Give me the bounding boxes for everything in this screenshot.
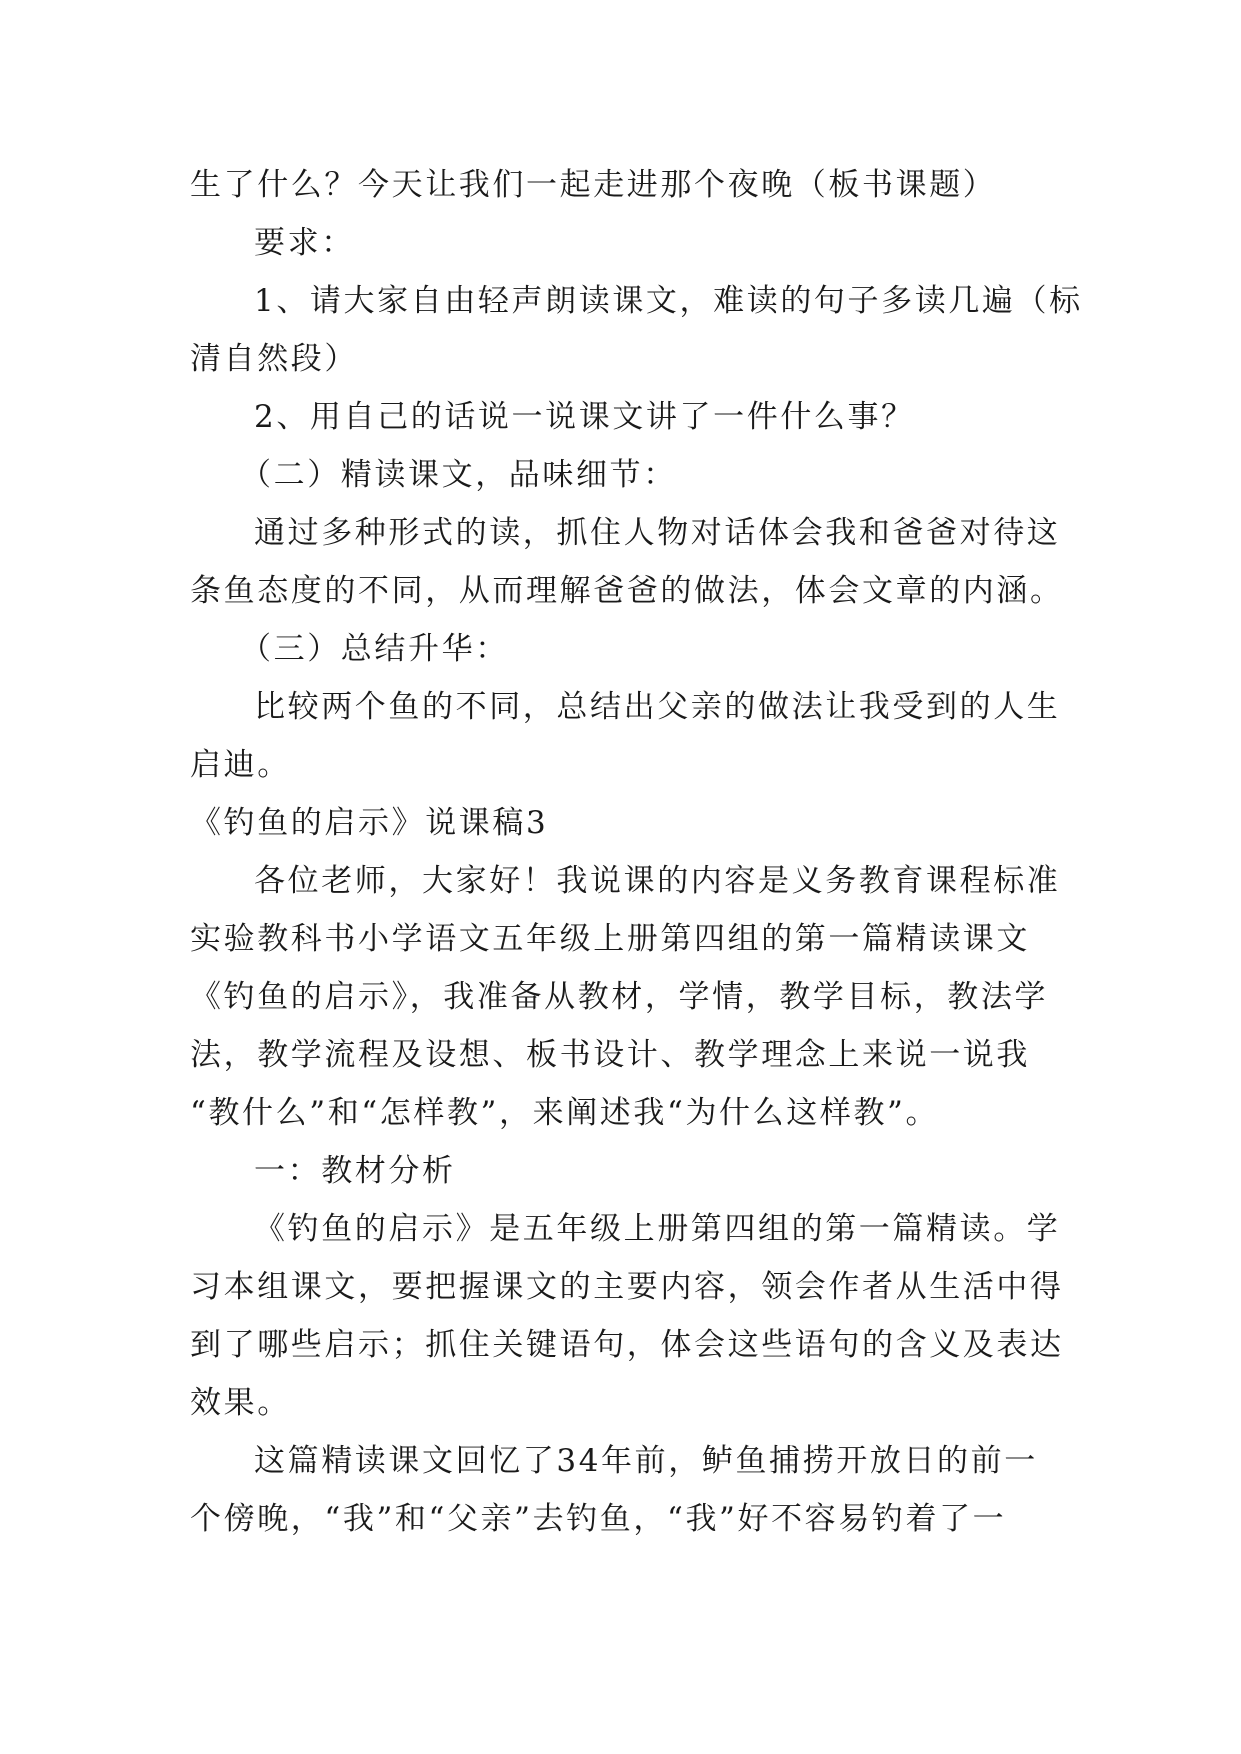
text-line: 各位老师，大家好！我说课的内容是义务教育课程标准	[254, 863, 1061, 899]
text-line: 清自然段）	[190, 341, 358, 377]
text-line: 《钓鱼的启示》，我准备从教材，学情，教学目标，教法学	[190, 979, 1049, 1015]
text-line: 条鱼态度的不同，从而理解爸爸的做法，体会文章的内涵。	[190, 573, 1064, 609]
section-heading: （三）总结升华：	[240, 631, 509, 667]
text-line: 启迪。	[190, 747, 291, 783]
text-line: 要求：	[254, 225, 355, 261]
text-line: 这篇精读课文回忆了34年前，鲈鱼捕捞开放日的前一	[254, 1443, 1038, 1479]
text-line: 生了什么？今天让我们一起走进那个夜晚（板书课题）	[190, 167, 997, 203]
document-body	[190, 156, 1083, 1548]
document-title: 《钓鱼的启示》说课稿3	[190, 805, 549, 841]
text-line: “教什么”和“怎样教”，来阐述我“为什么这样教”。	[190, 1095, 940, 1131]
text-line: 2、用自己的话说一说课文讲了一件什么事？	[254, 399, 915, 435]
text-line: 通过多种形式的读，抓住人物对话体会我和爸爸对待这	[254, 515, 1061, 551]
text-line: 实验教科书小学语文五年级上册第四组的第一篇精读课文	[190, 921, 1030, 957]
section-heading: 一：教材分析	[254, 1153, 456, 1189]
text-line: 效果。	[190, 1385, 291, 1421]
text-line: 法，教学流程及设想、板书设计、教学理念上来说一说我	[190, 1037, 1030, 1073]
text-line: 《钓鱼的启示》是五年级上册第四组的第一篇精读。学	[254, 1211, 1061, 1247]
text-line: 到了哪些启示；抓住关键语句，体会这些语句的含义及表达	[190, 1327, 1064, 1363]
text-line: 个傍晚，“我”和“父亲”去钓鱼，“我”好不容易钓着了一	[190, 1501, 1007, 1537]
text-line: 1、请大家自由轻声朗读课文，难读的句子多读几遍（标	[254, 283, 1083, 319]
section-heading: （二）精读课文，品味细节：	[240, 457, 677, 493]
text-line: 习本组课文，要把握课文的主要内容，领会作者从生活中得	[190, 1269, 1064, 1305]
text-line: 比较两个鱼的不同，总结出父亲的做法让我受到的人生	[254, 689, 1061, 725]
